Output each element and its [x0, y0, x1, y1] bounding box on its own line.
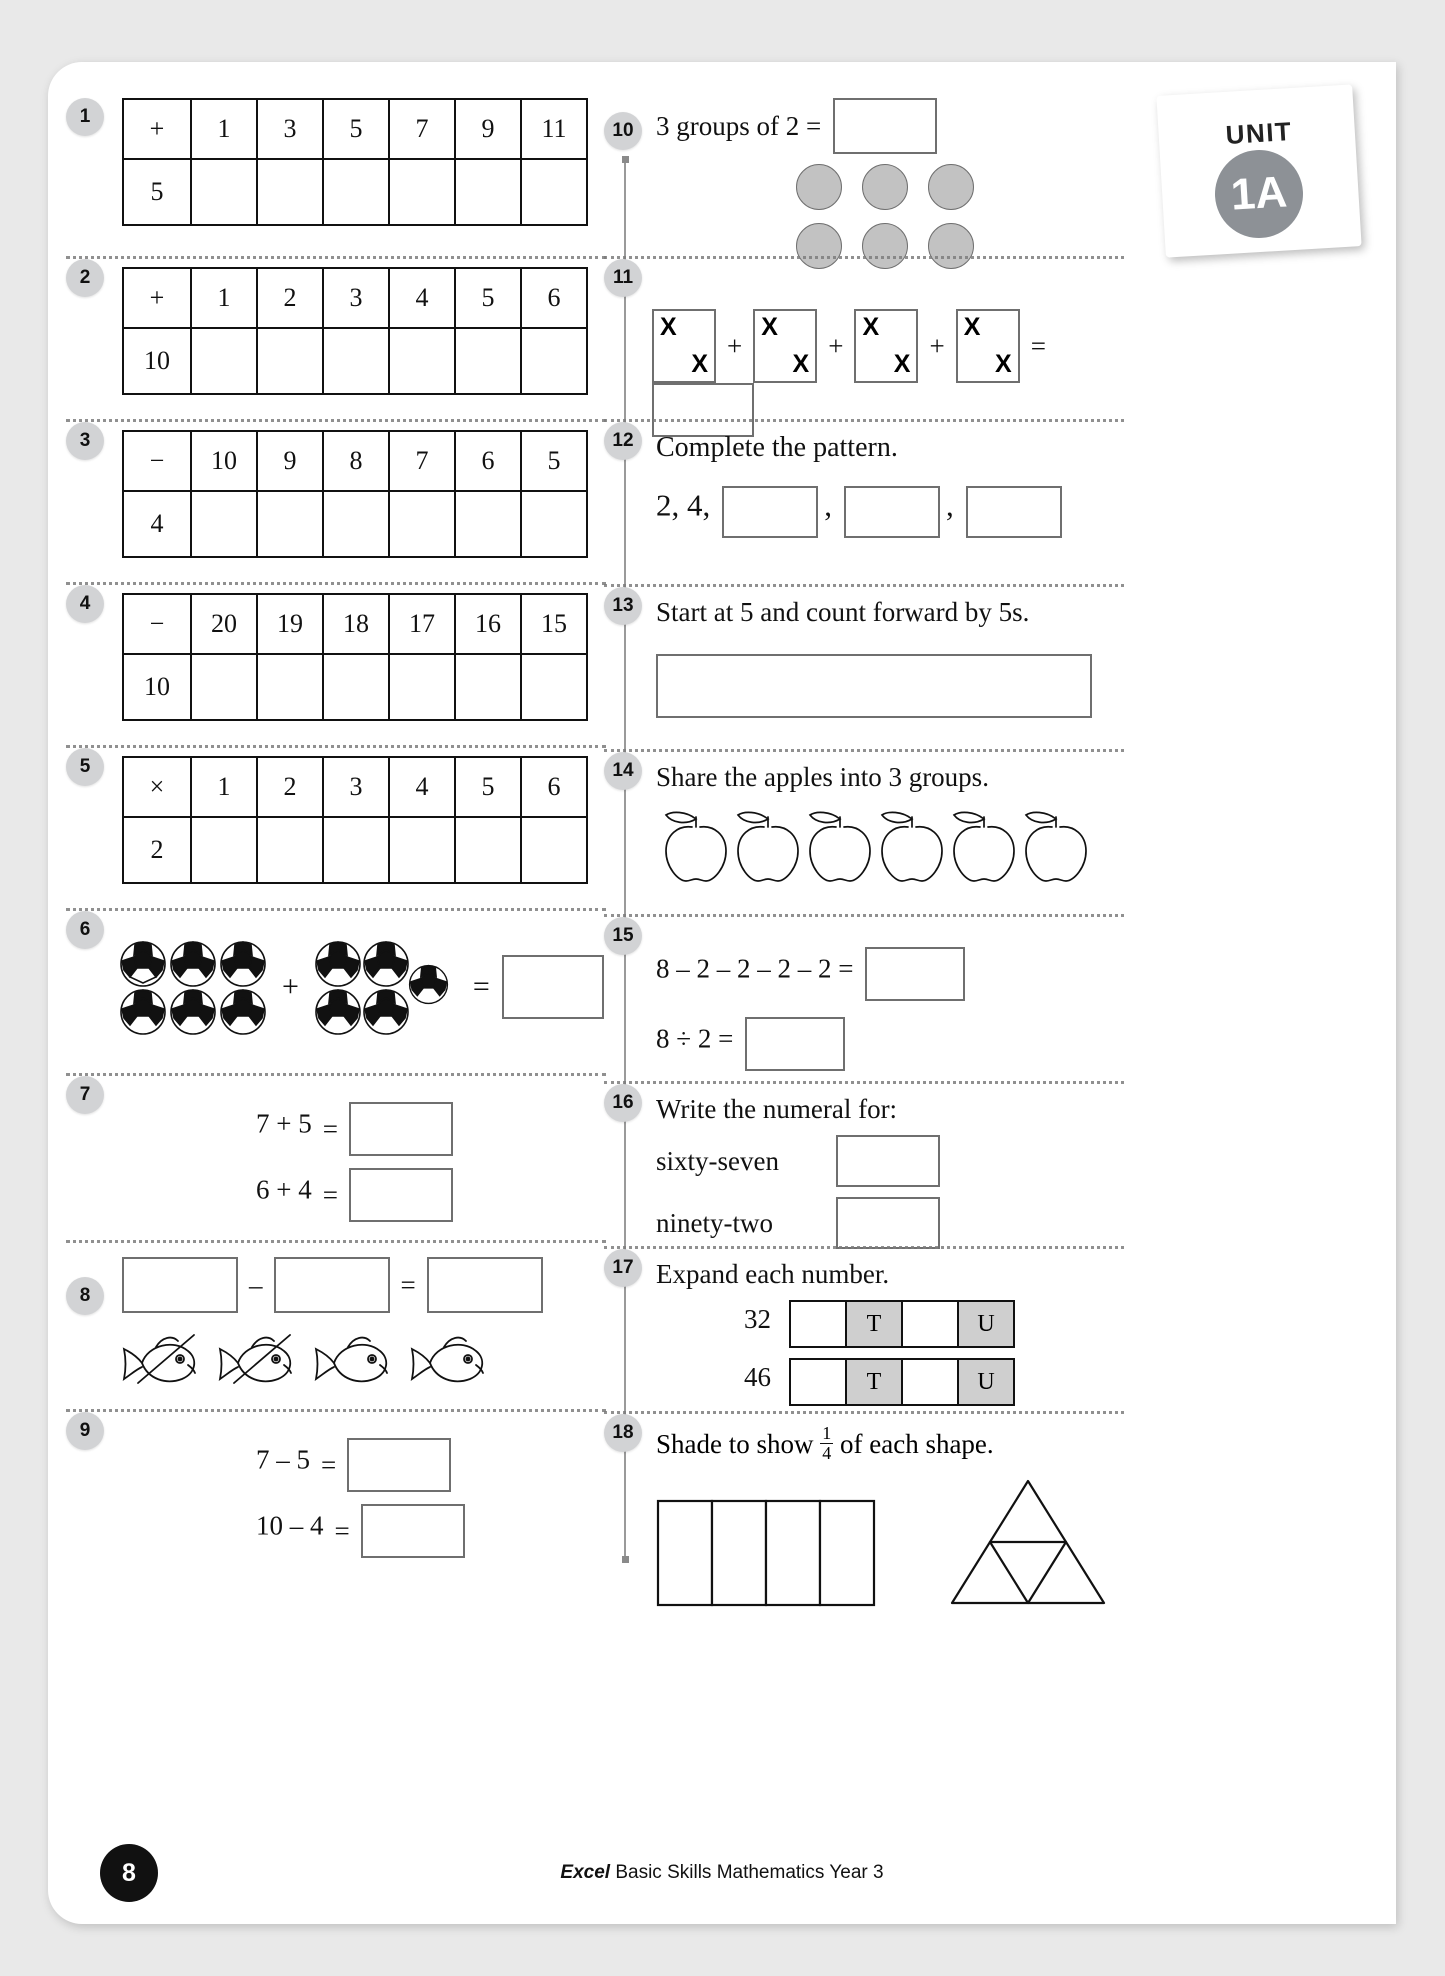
answer-cell[interactable] — [257, 817, 323, 883]
apple — [738, 812, 798, 881]
pattern-blank[interactable] — [844, 486, 940, 538]
question-prompt — [656, 1424, 1124, 1463]
question-number: 15 — [604, 917, 642, 955]
table-header: 16 — [455, 594, 521, 654]
equals-sign: = — [322, 1179, 338, 1210]
dot-row — [796, 164, 1124, 223]
question-number: 11 — [604, 259, 642, 297]
expression: 10 – 4 — [256, 1510, 324, 1541]
question-number: 14 — [604, 752, 642, 790]
table-header: 4 — [389, 268, 455, 328]
answer-cell[interactable] — [257, 654, 323, 720]
answer-box-minuend[interactable] — [122, 1257, 238, 1313]
soccer-balls-five — [313, 939, 461, 1035]
question-18 — [604, 1414, 1124, 1594]
apple — [666, 812, 726, 881]
place-value-blank[interactable] — [790, 1301, 846, 1347]
prompt-text-after: of each shape. — [833, 1428, 994, 1459]
fraction-numerator: 1 — [822, 1423, 832, 1443]
plus-sign: + — [282, 970, 299, 1003]
equation-row — [656, 1017, 1124, 1071]
numeral-row — [656, 1135, 1124, 1187]
table-header: 19 — [257, 594, 323, 654]
question-10 — [604, 98, 1124, 256]
fish-crossed — [124, 1335, 195, 1383]
table-operator: + — [123, 268, 191, 328]
table-header: 11 — [521, 99, 587, 159]
answer-box[interactable] — [833, 98, 937, 154]
answer-cell[interactable] — [389, 654, 455, 720]
question-number: 6 — [66, 911, 104, 949]
question-3 — [66, 422, 606, 582]
x-group-box — [854, 309, 918, 383]
question-prompt: 3 groups of 2 = — [656, 110, 822, 141]
expand-number: 46 — [744, 1361, 771, 1392]
table-header: 9 — [257, 431, 323, 491]
equals-sign: = — [472, 970, 490, 1003]
table-header: 7 — [389, 431, 455, 491]
multiplication-table-5 — [122, 756, 588, 884]
unit-tab-label: UNIT — [1224, 116, 1294, 150]
answer-cell[interactable] — [521, 159, 587, 225]
table-header: 20 — [191, 594, 257, 654]
answer-box[interactable] — [865, 947, 965, 1001]
fish — [316, 1338, 387, 1382]
answer-cell[interactable] — [455, 328, 521, 394]
apple — [810, 812, 870, 881]
question-number: 2 — [66, 259, 104, 297]
question-6-body — [118, 921, 606, 1035]
answer-cell[interactable] — [521, 654, 587, 720]
question-4 — [66, 585, 606, 745]
plus-sign: + — [828, 330, 844, 361]
question-number: 5 — [66, 748, 104, 786]
expression: 6 + 4 — [256, 1174, 312, 1205]
place-value-blank[interactable] — [902, 1359, 958, 1405]
table-row — [123, 328, 587, 394]
question-11-body — [652, 267, 1124, 437]
table-row — [123, 757, 587, 817]
table-header: 1 — [191, 268, 257, 328]
table-operator: − — [123, 594, 191, 654]
equation-row — [256, 1438, 606, 1492]
table-row-label: 4 — [123, 491, 191, 557]
fraction-one-quarter — [820, 1424, 833, 1463]
question-prompt: Share the apples into 3 groups. — [656, 762, 989, 792]
question-6 — [66, 911, 606, 1073]
x-mark: X — [660, 313, 677, 341]
question-number: 3 — [66, 422, 104, 460]
question-number: 4 — [66, 585, 104, 623]
table-header: 9 — [455, 99, 521, 159]
answer-cell[interactable] — [323, 328, 389, 394]
question-9 — [66, 1412, 606, 1574]
table-row-label: 2 — [123, 817, 191, 883]
table-header: 17 — [389, 594, 455, 654]
answer-cell[interactable] — [389, 159, 455, 225]
place-value-tens: T — [846, 1359, 902, 1405]
table-header: 5 — [323, 99, 389, 159]
table-operator: − — [123, 431, 191, 491]
question-3-body — [122, 430, 606, 558]
table-row — [123, 594, 587, 654]
table-header: 3 — [323, 268, 389, 328]
addition-table-1 — [122, 98, 588, 226]
place-value-strip — [789, 1300, 1015, 1348]
question-number: 18 — [604, 1414, 642, 1452]
answer-box[interactable] — [347, 1438, 451, 1492]
table-header: 5 — [455, 268, 521, 328]
table-row — [123, 431, 587, 491]
answer-cell[interactable] — [389, 817, 455, 883]
table-row — [123, 491, 587, 557]
page-number-badge: 8 — [100, 1844, 158, 1902]
table-header: 7 — [389, 99, 455, 159]
equation-row — [256, 1504, 606, 1558]
answer-cell[interactable] — [191, 491, 257, 557]
answer-cell[interactable] — [323, 654, 389, 720]
plus-sign: + — [727, 330, 743, 361]
table-row — [123, 268, 587, 328]
counter-dot — [862, 164, 908, 210]
table-row-label: 10 — [123, 654, 191, 720]
equation-row — [122, 1257, 606, 1313]
expression: 7 + 5 — [256, 1108, 312, 1139]
table-header: 1 — [191, 757, 257, 817]
answer-cell[interactable] — [455, 654, 521, 720]
table-header: 8 — [323, 431, 389, 491]
table-operator: + — [123, 99, 191, 159]
addition-table-2 — [122, 267, 588, 395]
pattern-row — [656, 486, 1124, 538]
table-row — [123, 654, 587, 720]
answer-box[interactable] — [349, 1168, 453, 1222]
place-value-tens: T — [846, 1301, 902, 1347]
answer-cell[interactable] — [455, 159, 521, 225]
answer-cell[interactable] — [257, 328, 323, 394]
table-header: 3 — [323, 757, 389, 817]
answer-cell[interactable] — [521, 328, 587, 394]
question-number: 1 — [66, 98, 104, 136]
answer-box[interactable] — [836, 1197, 940, 1249]
table-header: 10 — [191, 431, 257, 491]
question-prompt: Expand each number. — [656, 1259, 890, 1289]
place-value-units: U — [958, 1301, 1014, 1347]
equals-sign: = — [400, 1269, 416, 1300]
apple-row — [656, 805, 1106, 885]
question-8-body — [122, 1257, 606, 1393]
question-16 — [604, 1084, 1124, 1246]
x-mark: X — [792, 350, 810, 378]
minus-sign: – — [249, 1269, 263, 1300]
table-row — [123, 99, 587, 159]
question-8 — [66, 1243, 606, 1409]
x-mark: X — [761, 313, 778, 341]
question-prompt: Start at 5 and count forward by 5s. — [656, 597, 1030, 627]
question-9-body — [256, 1424, 606, 1558]
table-operator: × — [123, 757, 191, 817]
question-15-body — [656, 929, 1124, 1071]
apple — [882, 812, 942, 881]
number-word: ninety-two — [656, 1207, 773, 1238]
expand-row — [744, 1300, 1124, 1348]
pattern-given: 2, 4, — [656, 487, 711, 523]
triangle-quarters[interactable] — [948, 1477, 1108, 1607]
fish — [412, 1338, 483, 1382]
place-value-blank[interactable] — [902, 1301, 958, 1347]
answer-box[interactable] — [745, 1017, 845, 1071]
pattern-blank[interactable] — [722, 486, 818, 538]
table-header: 6 — [521, 757, 587, 817]
equation-row — [256, 1102, 606, 1156]
soccer-ball-group-a — [118, 939, 268, 1035]
left-column — [66, 98, 606, 1574]
fish-crossed — [220, 1335, 291, 1383]
question-11 — [604, 259, 1124, 419]
numeral-row — [656, 1197, 1124, 1249]
answer-cell[interactable] — [257, 159, 323, 225]
answer-cell[interactable] — [323, 491, 389, 557]
table-header: 1 — [191, 99, 257, 159]
unit-tab-code: 1A — [1212, 147, 1305, 240]
apple — [1026, 812, 1086, 881]
expand-number: 32 — [744, 1303, 771, 1334]
equals-sign: = — [322, 1113, 338, 1144]
x-mark: X — [963, 313, 981, 341]
table-row — [790, 1359, 1014, 1405]
answer-cell[interactable] — [191, 328, 257, 394]
answer-box[interactable] — [502, 955, 604, 1019]
place-value-blank[interactable] — [790, 1359, 846, 1405]
table-row — [790, 1301, 1014, 1347]
x-mark: X — [862, 313, 880, 341]
expression: 7 – 5 — [256, 1444, 310, 1475]
rectangle-quarters[interactable] — [656, 1499, 888, 1607]
question-number: 7 — [66, 1076, 104, 1114]
table-header: 5 — [521, 431, 587, 491]
question-number: 9 — [66, 1412, 104, 1450]
table-row-label: 10 — [123, 328, 191, 394]
question-1-body — [122, 98, 606, 226]
answer-box-subtrahend[interactable] — [274, 1257, 390, 1313]
equation-row — [656, 947, 1124, 1001]
counter-dot — [928, 164, 974, 210]
prompt-text-before: Shade to show — [656, 1428, 821, 1459]
expand-row — [744, 1358, 1124, 1406]
table-header: 4 — [389, 757, 455, 817]
question-5-body — [122, 756, 606, 884]
question-2 — [66, 259, 606, 419]
expression: 8 ÷ 2 = — [656, 1023, 734, 1054]
answer-cell[interactable] — [521, 491, 587, 557]
table-header: 15 — [521, 594, 587, 654]
plus-sign: + — [929, 330, 945, 361]
answer-cell[interactable] — [455, 817, 521, 883]
right-column — [604, 98, 1124, 1594]
footer-title — [48, 1862, 1396, 1884]
place-value-units: U — [958, 1359, 1014, 1405]
question-7 — [66, 1076, 606, 1240]
comma: , — [946, 487, 954, 523]
fish-row — [122, 1321, 532, 1393]
question-1 — [66, 98, 606, 256]
x-group-box — [753, 309, 817, 383]
question-14-body — [656, 762, 1124, 885]
soccer-ball-group-b — [313, 939, 461, 1035]
answer-cell[interactable] — [191, 159, 257, 225]
table-header: 2 — [257, 757, 323, 817]
answer-cell[interactable] — [257, 491, 323, 557]
question-number: 17 — [604, 1249, 642, 1287]
answer-cell[interactable] — [389, 491, 455, 557]
answer-box[interactable] — [361, 1504, 465, 1558]
answer-box-result[interactable] — [427, 1257, 543, 1313]
answer-cell[interactable] — [191, 654, 257, 720]
pattern-blank[interactable] — [966, 486, 1062, 538]
question-7-body — [256, 1088, 606, 1222]
question-12 — [604, 422, 1124, 584]
table-header: 5 — [455, 757, 521, 817]
equals-sign: = — [321, 1449, 337, 1480]
place-value-strip — [789, 1358, 1015, 1406]
question-10-body — [656, 98, 1124, 282]
equation-row — [256, 1168, 606, 1222]
table-row — [123, 817, 587, 883]
question-prompt: Complete the pattern. — [656, 432, 898, 463]
fraction-denominator: 4 — [822, 1442, 832, 1463]
comma: , — [824, 487, 832, 523]
table-header: 3 — [257, 99, 323, 159]
question-number: 10 — [604, 112, 642, 150]
x-group-box — [956, 309, 1020, 383]
question-prompt: Write the numeral for: — [656, 1094, 898, 1124]
soccer-balls-six — [118, 939, 268, 1035]
number-word: sixty-seven — [656, 1145, 779, 1176]
unit-tab — [1161, 90, 1357, 252]
question-17 — [604, 1249, 1124, 1411]
question-2-body — [122, 267, 606, 395]
x-group-box — [652, 309, 716, 383]
question-17-body — [656, 1259, 1124, 1406]
footer-series: Basic Skills Mathematics Year 3 — [610, 1862, 884, 1883]
question-18-body — [656, 1424, 1124, 1607]
question-12-body — [656, 432, 1124, 538]
x-mark: X — [691, 350, 708, 378]
answer-cell[interactable] — [323, 817, 389, 883]
table-header: 6 — [455, 431, 521, 491]
question-5 — [66, 748, 606, 908]
answer-cell[interactable] — [521, 817, 587, 883]
question-number: 16 — [604, 1084, 642, 1122]
question-number: 12 — [604, 422, 642, 460]
question-16-body — [656, 1094, 1124, 1249]
subtraction-table-4 — [122, 593, 588, 721]
question-14 — [604, 752, 1124, 914]
table-row — [123, 159, 587, 225]
apple — [954, 812, 1014, 881]
table-header: 6 — [521, 268, 587, 328]
answer-box[interactable] — [349, 1102, 453, 1156]
question-13-body — [656, 597, 1124, 718]
worksheet-page — [48, 62, 1396, 1924]
answer-cell[interactable] — [455, 491, 521, 557]
table-header: 2 — [257, 268, 323, 328]
expression: 8 – 2 – 2 – 2 – 2 = — [656, 953, 854, 984]
subtraction-table-3 — [122, 430, 588, 558]
table-row-label: 5 — [123, 159, 191, 225]
question-number: 8 — [66, 1277, 104, 1315]
x-mark: X — [893, 350, 911, 378]
question-4-body — [122, 593, 606, 721]
x-mark: X — [995, 350, 1012, 378]
counter-dot — [796, 164, 842, 210]
question-15 — [604, 917, 1124, 1081]
table-header: 18 — [323, 594, 389, 654]
question-13 — [604, 587, 1124, 749]
equals-sign: = — [334, 1515, 350, 1546]
answer-cell[interactable] — [389, 328, 455, 394]
answer-box[interactable] — [836, 1135, 940, 1187]
question-number: 13 — [604, 587, 642, 625]
footer-brand: Excel — [560, 1862, 611, 1883]
answer-box-long[interactable] — [656, 654, 1092, 718]
equals-sign: = — [1030, 330, 1046, 361]
answer-cell[interactable] — [323, 159, 389, 225]
answer-cell[interactable] — [191, 817, 257, 883]
